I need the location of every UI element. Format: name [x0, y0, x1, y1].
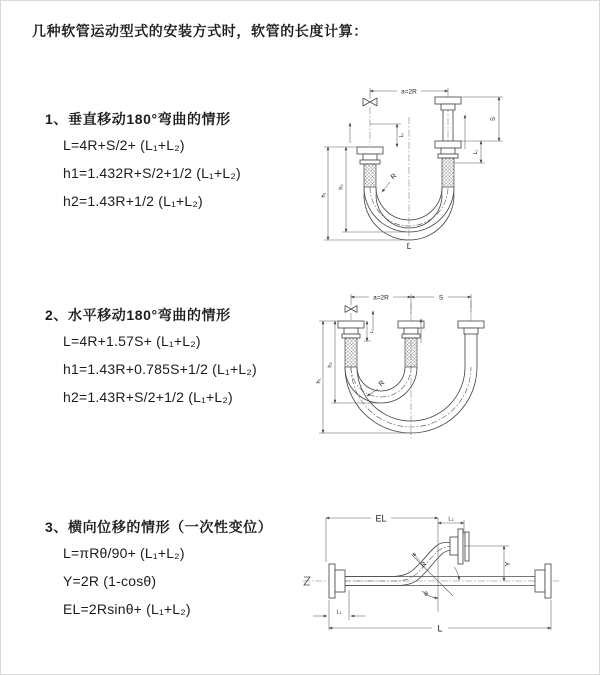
right-fitting	[458, 321, 484, 367]
dimensions	[321, 87, 503, 251]
dim-label-l2: L₂	[448, 516, 454, 523]
right-flange-displaced	[450, 529, 469, 564]
centerlines	[370, 93, 448, 245]
section-1-formula-h1: h1=1.432R+S/2+1/2 (L₁+L₂)	[63, 165, 241, 181]
dim-label-h1: h₁	[321, 192, 327, 198]
valve-icon	[363, 98, 377, 106]
dim-label-el: EL	[375, 513, 387, 524]
section-2-heading: 2、水平移动180°弯曲的情形	[45, 307, 231, 323]
dim-label-y: Y	[505, 561, 512, 567]
dimensions	[313, 513, 551, 633]
dim-label-s: S	[438, 294, 444, 302]
section-3-heading: 3、横向位移的情形（一次性变位）	[45, 519, 273, 535]
page-title: 几种软管运动型式的安装方式时，软管的长度计算：	[32, 23, 368, 39]
dim-label-l1: L₁	[336, 609, 342, 616]
dim-label-l1: L₁	[370, 328, 375, 334]
dim-label-span: a=2R	[401, 88, 417, 96]
section-1-heading: 1、垂直移动180°弯曲的情形	[45, 111, 231, 127]
dim-label-length: L	[437, 623, 443, 634]
section-3-formula-length: L=πRθ/90+ (L₁+L₂)	[63, 545, 185, 561]
dim-label-h2: h₂	[327, 362, 334, 368]
left-fitting	[338, 321, 364, 367]
diagram-lateral-displacement	[301, 506, 566, 644]
valve-icon	[345, 306, 357, 313]
dim-label-theta: θ	[424, 591, 428, 598]
dim-label-s: S	[491, 116, 497, 122]
left-flange	[329, 564, 345, 598]
section-2-formula-h2: h2=1.43R+S/2+1/2 (L₁+L₂)	[63, 389, 233, 405]
section-2-formula-h1: h1=1.43R+0.785S+1/2 (L₁+L₂)	[63, 361, 257, 377]
hose-displaced-position	[345, 543, 450, 586]
dim-label-radius: R	[419, 560, 429, 570]
section-1-formula-length: L=4R+S/2+ (L₁+L₂)	[63, 137, 185, 153]
section-1-formula-h2: h2=1.43R+1/2 (L₁+L₂)	[63, 193, 203, 209]
dim-label-h1: h₁	[316, 378, 322, 384]
middle-fitting	[398, 321, 424, 367]
section-2-formula-length: L=4R+1.57S+ (L₁+L₂)	[63, 333, 201, 349]
diagram-vertical-180-bend	[313, 75, 543, 259]
dim-label-length: L	[406, 242, 412, 251]
dim-label-radius: R	[377, 379, 387, 389]
diagram-horizontal-180-bend	[313, 285, 528, 449]
section-3-formula-y: Y=2R (1-cosθ)	[63, 573, 157, 589]
section-3-formula-el: EL=2Rsinθ+ (L₁+L₂)	[63, 601, 191, 617]
dim-label-span: a=2R	[373, 294, 389, 302]
left-fitting	[357, 147, 383, 187]
dim-label-l1: L₁	[399, 132, 405, 138]
dim-label-radius: R	[389, 172, 399, 182]
dim-label-h2: h₂	[338, 184, 345, 190]
dim-label-l2: L₂	[473, 149, 479, 155]
right-flange-original	[535, 564, 551, 598]
dimensions	[316, 293, 471, 433]
